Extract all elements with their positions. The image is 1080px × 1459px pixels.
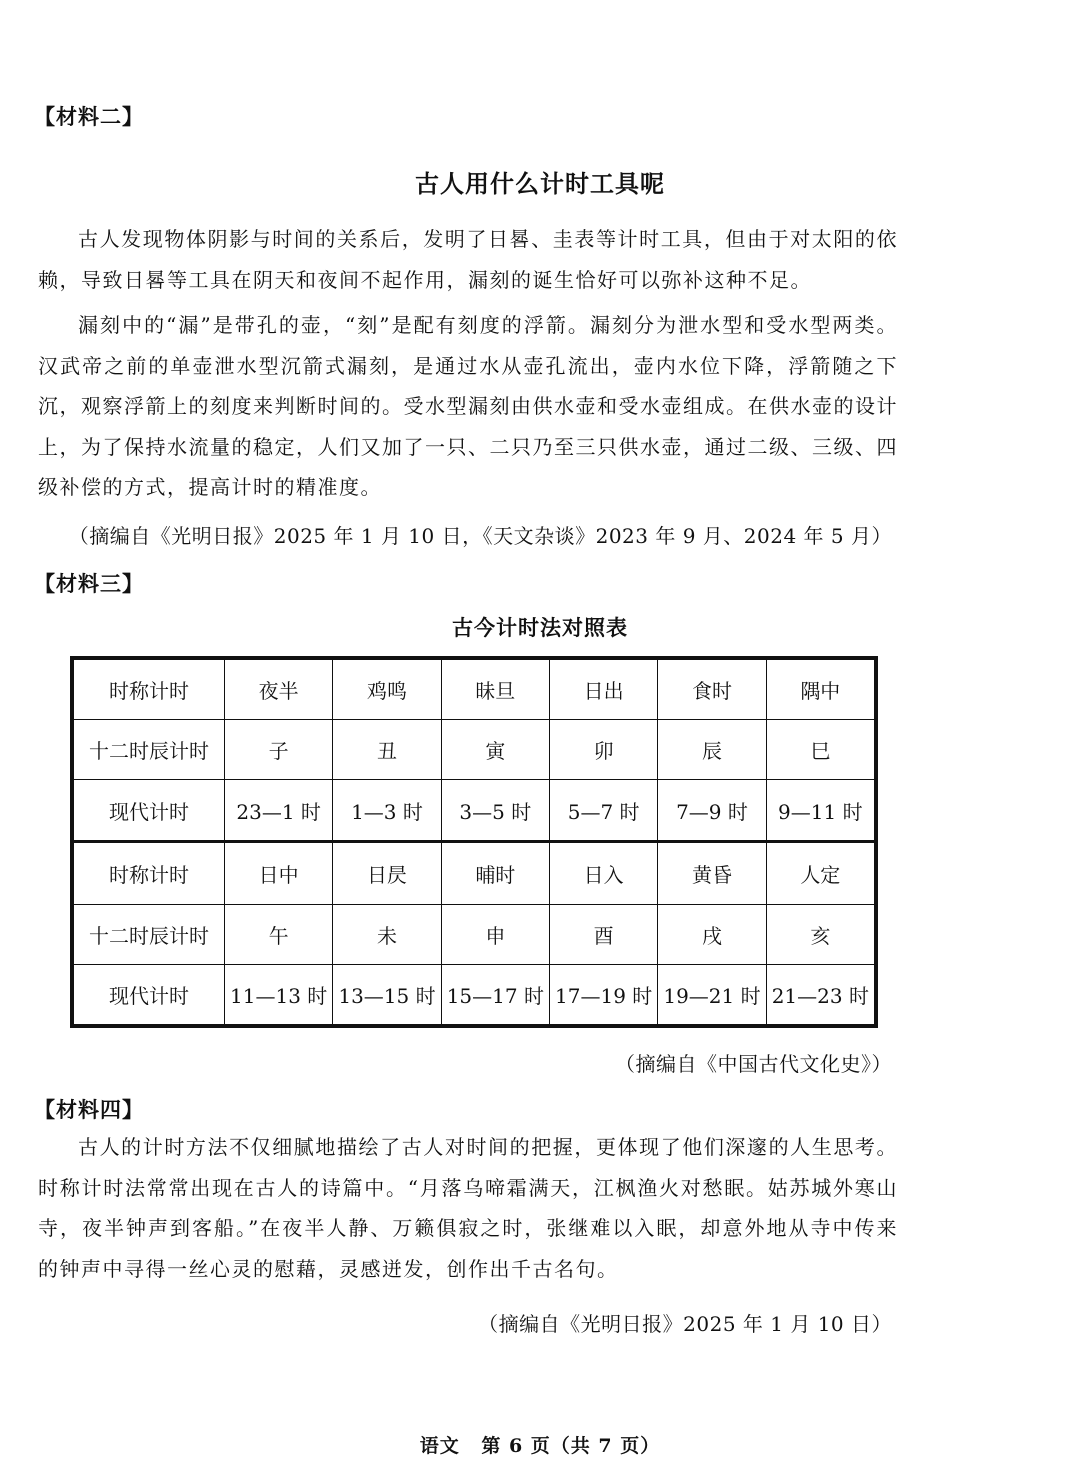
table-row — [74, 780, 875, 842]
material-2-source: （摘编自《光明日报》2025 年 1 月 10 日，《天文杂谈》2023 年 9 月、2024 年 5 月） — [68, 524, 892, 548]
table-row — [74, 964, 875, 1024]
page-number: 第 6 页（共 7 页） — [481, 1435, 661, 1457]
table-cell: 日昃 — [333, 842, 441, 904]
table-cell: 酉 — [549, 904, 657, 964]
table-cell: 戌 — [658, 904, 766, 964]
material-2-heading: 【材料二】 — [34, 105, 144, 129]
table-cell: 7—9 时 — [658, 780, 766, 842]
material-2-paragraph-1: 古人发现物体阴影与时间的关系后，发明了日晷、圭表等计时工具，但由于对太阳的依赖，导致日晷等工具在阴天和夜间不起作用，漏刻的诞生恰好可以弥补这种不足。 — [38, 227, 898, 292]
table-cell: 1—3 时 — [333, 780, 441, 842]
table-cell: 食时 — [658, 660, 766, 720]
table-row — [74, 660, 875, 720]
page-footer — [0, 1431, 1080, 1458]
table-cell: 亥 — [766, 904, 874, 964]
row-label: 十二时辰计时 — [74, 720, 225, 780]
table-cell: 21—23 时 — [766, 964, 874, 1024]
table-cell: 11—13 时 — [225, 964, 333, 1024]
table-cell: 午 — [225, 904, 333, 964]
time-comparison-table — [70, 656, 878, 1028]
material-4-paragraph-1: 古人的计时方法不仅细腻地描绘了古人对时间的把握，更体现了他们深邃的人生思考。时称计时法常常出现在古人的诗篇中。“月落乌啼霜满天，江枫渔火对愁眠。姑苏城外寒山寺，夜半钟声到客船。”在夜半人静、万籁俱寂之时，张继难以入眠，却意外地从寺中传来的钟声中寻得一丝心灵的慰藉，灵感迸发，创作出千古名句。 — [38, 1135, 898, 1281]
table-cell: 黄昏 — [658, 842, 766, 904]
table-cell: 3—5 时 — [441, 780, 549, 842]
table-cell: 日出 — [549, 660, 657, 720]
table-row — [74, 904, 875, 964]
material-4-source: （摘编自《光明日报》2025 年 1 月 10 日） — [478, 1312, 892, 1336]
material-3-heading: 【材料三】 — [34, 572, 144, 596]
table-cell: 隅中 — [766, 660, 874, 720]
table-cell: 丑 — [333, 720, 441, 780]
table-title: 古今计时法对照表 — [452, 616, 628, 640]
table-cell: 19—21 时 — [658, 964, 766, 1024]
material-2-paragraph-2: 漏刻中的“漏”是带孔的壶，“刻”是配有刻度的浮箭。漏刻分为泄水型和受水型两类。汉武帝之前的单壶泄水型沉箭式漏刻，是通过水从壶孔流出，壶内水位下降，浮箭随之下沉，观察浮箭上的刻度来判断时间的。受水型漏刻由供水壶和受水壶组成。在供水壶的设计上，为了保持水流量的稳定，人们又加了一只、二只乃至三只供水壶，通过二级、三级、四级补偿的方式，提高计时的精准度。 — [38, 313, 898, 499]
table-cell: 5—7 时 — [549, 780, 657, 842]
table-cell: 17—19 时 — [549, 964, 657, 1024]
table-cell: 昧旦 — [441, 660, 549, 720]
table-cell: 日中 — [225, 842, 333, 904]
row-label: 时称计时 — [74, 660, 225, 720]
table-cell: 夜半 — [225, 660, 333, 720]
table-row — [74, 720, 875, 780]
table-cell: 23—1 时 — [225, 780, 333, 842]
table-cell: 巳 — [766, 720, 874, 780]
table-cell: 卯 — [549, 720, 657, 780]
table-cell: 辰 — [658, 720, 766, 780]
table-cell: 未 — [333, 904, 441, 964]
row-label: 十二时辰计时 — [74, 904, 225, 964]
table-cell: 15—17 时 — [441, 964, 549, 1024]
row-label: 现代计时 — [74, 780, 225, 842]
table-cell: 人定 — [766, 842, 874, 904]
row-label: 时称计时 — [74, 842, 225, 904]
table-row — [74, 842, 875, 904]
table-cell: 寅 — [441, 720, 549, 780]
material-4-heading: 【材料四】 — [34, 1098, 144, 1122]
table-cell: 13—15 时 — [333, 964, 441, 1024]
table-cell: 子 — [225, 720, 333, 780]
subject-label: 语文 — [419, 1435, 460, 1457]
material-3-source: （摘编自《中国古代文化史》） — [615, 1052, 892, 1076]
table-cell: 申 — [441, 904, 549, 964]
table-cell: 日入 — [549, 842, 657, 904]
table-cell: 晡时 — [441, 842, 549, 904]
row-label: 现代计时 — [74, 964, 225, 1024]
table-cell: 鸡鸣 — [333, 660, 441, 720]
material-2-title: 古人用什么计时工具呢 — [415, 170, 665, 198]
table-cell: 9—11 时 — [766, 780, 874, 842]
